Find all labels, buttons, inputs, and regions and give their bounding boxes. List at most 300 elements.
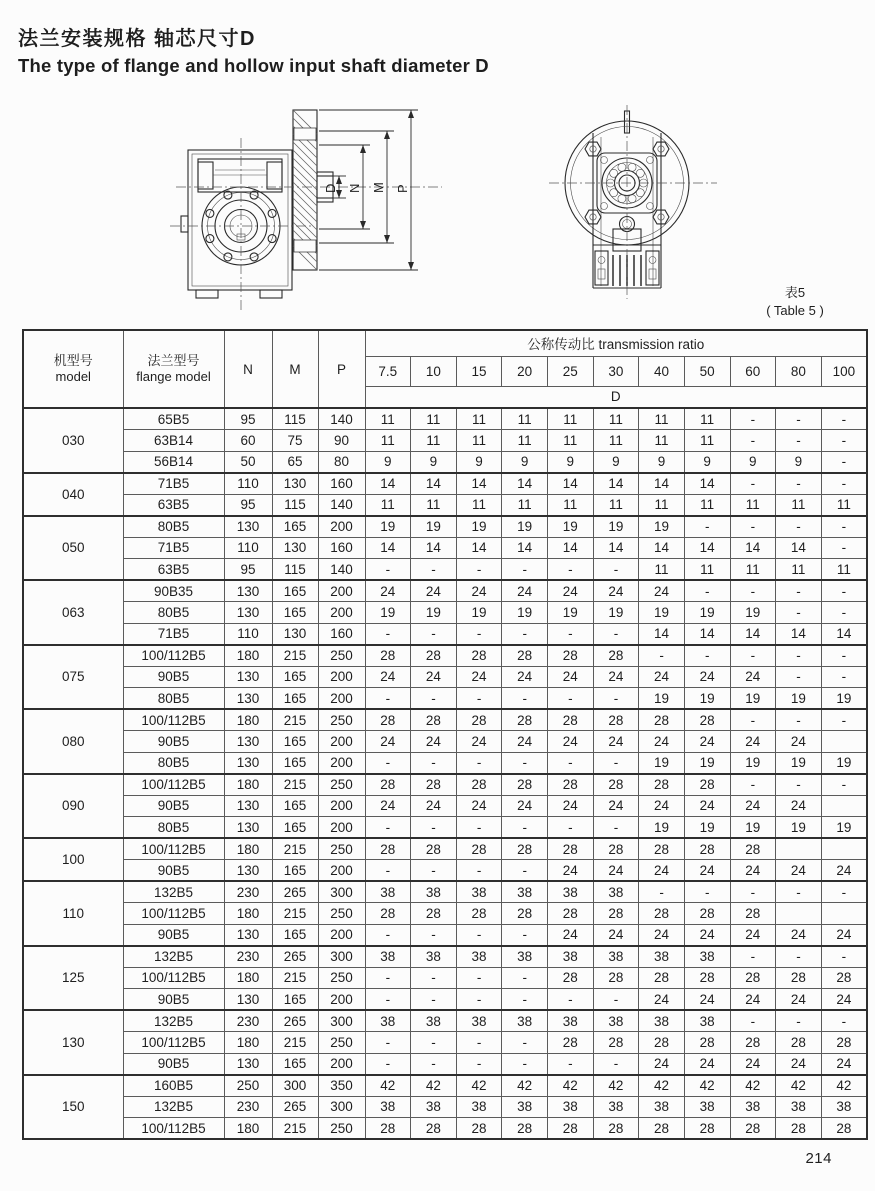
shaft-diameter-cell: - [684,645,730,667]
shaft-diameter-cell: - [365,1032,411,1054]
flange-cell: 100/112B5 [123,967,224,989]
shaft-diameter-cell: - [456,860,502,882]
table-row [23,817,867,839]
shaft-diameter-cell: 28 [730,967,776,989]
ratio-column-header: 15 [456,356,502,386]
dim-n-cell: 110 [224,473,272,495]
dim-n-cell: 130 [224,602,272,624]
shaft-diameter-cell: 38 [411,881,457,903]
dim-m-cell: 115 [272,408,318,430]
shaft-diameter-cell: 14 [456,473,502,495]
flange-cell: 71B5 [123,623,224,645]
shaft-diameter-cell: 19 [365,516,411,538]
dim-p-cell: 200 [318,602,365,624]
shaft-diameter-cell: - [821,408,867,430]
shaft-diameter-cell: 19 [456,602,502,624]
shaft-diameter-cell: 28 [639,967,685,989]
shaft-diameter-cell: 24 [548,860,594,882]
table-tag-zh: 表5 [784,285,806,300]
shaft-diameter-cell: 28 [365,774,411,796]
model-cell: 050 [23,516,123,581]
shaft-diameter-cell: - [776,946,822,968]
dim-n-cell: 180 [224,645,272,667]
flange-cell: 132B5 [123,946,224,968]
shaft-diameter-cell: - [776,602,822,624]
shaft-diameter-cell: 38 [456,1010,502,1032]
table-row [23,494,867,516]
shaft-diameter-cell: 24 [502,795,548,817]
shaft-diameter-cell: - [730,1010,776,1032]
ratio-column-header: 25 [548,356,594,386]
dim-label-n: N [347,183,362,193]
shaft-diameter-cell: 28 [548,645,594,667]
dim-label-p: P [395,184,410,193]
shaft-diameter-cell: 24 [730,924,776,946]
table-row [23,688,867,710]
table-row [23,731,867,753]
shaft-diameter-cell [821,838,867,860]
shaft-diameter-cell: 28 [593,1118,639,1140]
dim-p-cell: 200 [318,688,365,710]
shaft-diameter-cell: 24 [730,989,776,1011]
dim-n-cell: 130 [224,731,272,753]
table-row [23,580,867,602]
shaft-diameter-cell: 24 [593,795,639,817]
shaft-diameter-cell: - [411,967,457,989]
shaft-diameter-cell: - [730,645,776,667]
flange-cell: 90B5 [123,989,224,1011]
dim-m-cell: 265 [272,946,318,968]
table-tag [735,284,855,319]
flange-cell: 65B5 [123,408,224,430]
shaft-diameter-cell: - [776,881,822,903]
table-row [23,516,867,538]
shaft-diameter-cell: - [502,1053,548,1075]
shaft-diameter-cell: - [821,774,867,796]
shaft-diameter-cell: 28 [639,709,685,731]
dim-m-cell: 165 [272,688,318,710]
shaft-diameter-cell: - [456,817,502,839]
dim-m-cell: 265 [272,1096,318,1118]
shaft-diameter-cell: - [365,559,411,581]
dim-label-m: M [371,182,386,193]
shaft-diameter-cell: 24 [548,924,594,946]
shaft-diameter-cell: - [548,817,594,839]
dim-p-cell: 200 [318,817,365,839]
shaft-diameter-cell: 38 [502,946,548,968]
dim-m-cell: 115 [272,494,318,516]
shaft-diameter-cell: 14 [821,623,867,645]
shaft-diameter-cell: 38 [593,881,639,903]
shaft-diameter-cell: 38 [411,946,457,968]
model-cell: 080 [23,709,123,774]
shaft-diameter-cell: 28 [776,967,822,989]
shaft-diameter-cell: 11 [639,408,685,430]
shaft-diameter-cell: 9 [593,451,639,473]
dim-n-cell: 130 [224,795,272,817]
shaft-diameter-cell: 24 [730,731,776,753]
table-row [23,602,867,624]
dim-n-cell: 230 [224,1010,272,1032]
dim-p-cell: 200 [318,580,365,602]
table-row [23,709,867,731]
flange-cell: 132B5 [123,881,224,903]
shaft-diameter-cell: - [730,430,776,452]
table-row [23,645,867,667]
table-row [23,967,867,989]
shaft-diameter-cell: 38 [502,1096,548,1118]
shaft-diameter-cell: 14 [593,473,639,495]
ratio-column-header: 40 [639,356,685,386]
shaft-diameter-cell: 19 [684,688,730,710]
shaft-diameter-cell: 28 [456,709,502,731]
shaft-diameter-cell: - [502,1032,548,1054]
dim-p-cell: 250 [318,645,365,667]
dim-n-cell: 180 [224,967,272,989]
dim-n-cell: 95 [224,408,272,430]
shaft-diameter-cell: - [502,623,548,645]
shaft-diameter-cell: 42 [548,1075,594,1097]
dim-m-cell: 130 [272,473,318,495]
shaft-diameter-cell: 38 [365,946,411,968]
flange-cell: 90B5 [123,860,224,882]
shaft-diameter-cell: 11 [730,494,776,516]
shaft-diameter-cell: - [456,559,502,581]
flange-cell: 90B5 [123,666,224,688]
dim-n-cell: 130 [224,516,272,538]
dim-p-cell: 200 [318,666,365,688]
shaft-diameter-cell: 11 [456,494,502,516]
shaft-diameter-cell: 9 [639,451,685,473]
shaft-diameter-cell: 38 [593,946,639,968]
shaft-diameter-cell: 14 [502,537,548,559]
shaft-diameter-cell: 38 [365,881,411,903]
shaft-diameter-cell: - [411,1032,457,1054]
model-cell: 090 [23,774,123,839]
table-row [23,881,867,903]
shaft-diameter-cell: - [821,666,867,688]
shaft-diameter-cell: 14 [776,623,822,645]
shaft-diameter-cell: - [365,1053,411,1075]
shaft-diameter-cell: 24 [639,860,685,882]
dim-n-cell: 130 [224,860,272,882]
shaft-diameter-cell: - [456,967,502,989]
shaft-diameter-cell: - [548,688,594,710]
shaft-diameter-cell: 9 [411,451,457,473]
shaft-diameter-cell: - [730,774,776,796]
shaft-diameter-cell: 28 [684,838,730,860]
shaft-diameter-cell: 28 [365,903,411,925]
dim-p-cell: 200 [318,752,365,774]
dim-n-cell: 180 [224,903,272,925]
shaft-diameter-cell: - [548,559,594,581]
shaft-diameter-cell: 42 [365,1075,411,1097]
shaft-diameter-cell: 11 [502,494,548,516]
shaft-diameter-cell: 24 [776,1053,822,1075]
shaft-diameter-cell: 28 [684,709,730,731]
shaft-diameter-cell: 24 [593,580,639,602]
shaft-diameter-cell: - [411,688,457,710]
dim-p-cell: 250 [318,903,365,925]
shaft-diameter-cell: 24 [776,731,822,753]
dim-m-cell: 165 [272,580,318,602]
table-row [23,451,867,473]
shaft-diameter-cell: 11 [593,494,639,516]
shaft-diameter-cell: 38 [684,1096,730,1118]
shaft-diameter-cell: - [776,580,822,602]
shaft-diameter-cell: 38 [548,946,594,968]
shaft-diameter-cell: 24 [639,580,685,602]
shaft-diameter-cell: 11 [411,494,457,516]
shaft-diameter-cell: - [456,688,502,710]
table-row [23,1053,867,1075]
shaft-diameter-cell: 19 [502,516,548,538]
shaft-diameter-cell: 28 [593,774,639,796]
n-column-header: N [224,330,272,408]
shaft-diameter-cell: - [776,1010,822,1032]
table-tag-en: ( Table 5 ) [766,302,824,318]
dim-m-cell: 165 [272,752,318,774]
shaft-diameter-cell: - [365,817,411,839]
gearbox-side-view-diagram [112,98,462,326]
shaft-diameter-cell [821,795,867,817]
shaft-diameter-cell: 38 [548,881,594,903]
shaft-diameter-cell: 24 [411,795,457,817]
shaft-diameter-cell: 19 [776,688,822,710]
shaft-diameter-cell: - [502,688,548,710]
shaft-diameter-cell: 38 [639,1010,685,1032]
flange-cell: 132B5 [123,1010,224,1032]
shaft-diameter-cell: 24 [411,580,457,602]
shaft-diameter-cell: 24 [502,731,548,753]
shaft-diameter-cell: 28 [684,967,730,989]
shaft-diameter-cell: 28 [548,1032,594,1054]
shaft-diameter-cell: 24 [821,989,867,1011]
shaft-diameter-cell: - [821,537,867,559]
shaft-diameter-cell: 11 [776,494,822,516]
shaft-diameter-cell: 11 [776,559,822,581]
shaft-diameter-cell: - [776,473,822,495]
shaft-diameter-cell: 19 [593,516,639,538]
dim-n-cell: 50 [224,451,272,473]
shaft-diameter-cell: 28 [548,967,594,989]
table-row [23,473,867,495]
shaft-diameter-cell: 38 [730,1096,776,1118]
dim-p-cell: 160 [318,623,365,645]
shaft-diameter-cell: 28 [365,709,411,731]
shaft-diameter-cell: 24 [684,666,730,688]
shaft-diameter-cell: 19 [684,752,730,774]
shaft-diameter-cell: 14 [776,537,822,559]
table-row [23,666,867,688]
shaft-diameter-cell: 14 [684,537,730,559]
shaft-diameter-cell: 19 [821,817,867,839]
page-title-en: The type of flange and hollow input shaft diameter D [18,55,489,76]
dim-m-cell: 115 [272,559,318,581]
shaft-diameter-cell: 24 [639,924,685,946]
shaft-diameter-cell: 24 [593,924,639,946]
shaft-diameter-cell: 28 [684,774,730,796]
shaft-diameter-cell: - [411,623,457,645]
shaft-diameter-cell: - [456,924,502,946]
flange-cell: 71B5 [123,537,224,559]
gearbox-front-view-diagram [543,103,793,303]
dim-m-cell: 165 [272,1053,318,1075]
shaft-diameter-cell: - [684,516,730,538]
shaft-diameter-cell: 28 [411,903,457,925]
shaft-diameter-cell: 38 [776,1096,822,1118]
shaft-diameter-cell: 24 [639,795,685,817]
dim-m-cell: 165 [272,924,318,946]
shaft-diameter-cell: 19 [502,602,548,624]
shaft-diameter-cell: - [411,559,457,581]
shaft-diameter-cell [776,903,822,925]
shaft-diameter-cell: 28 [502,1118,548,1140]
shaft-diameter-cell: 14 [639,537,685,559]
shaft-diameter-cell: - [365,688,411,710]
shaft-diameter-cell: 9 [548,451,594,473]
shaft-diameter-cell: 24 [684,731,730,753]
shaft-diameter-cell: 14 [548,473,594,495]
dim-p-cell: 140 [318,408,365,430]
dim-p-cell: 250 [318,774,365,796]
shaft-diameter-cell: 28 [456,838,502,860]
shaft-diameter-cell: 19 [411,516,457,538]
shaft-diameter-cell: 28 [639,1032,685,1054]
shaft-diameter-cell: - [593,559,639,581]
flange-cell: 80B5 [123,602,224,624]
shaft-diameter-cell: 38 [456,1096,502,1118]
dim-n-cell: 230 [224,946,272,968]
dim-m-cell: 65 [272,451,318,473]
shaft-diameter-cell: 42 [776,1075,822,1097]
dim-p-cell: 350 [318,1075,365,1097]
shaft-diameter-cell: 11 [548,430,594,452]
d-row-header: D [365,386,867,408]
dim-m-cell: 165 [272,860,318,882]
flange-spec-table [22,329,868,1140]
shaft-diameter-cell: 11 [365,494,411,516]
dim-n-cell: 180 [224,838,272,860]
shaft-diameter-cell: 38 [593,1010,639,1032]
shaft-diameter-cell: 11 [502,408,548,430]
table-row [23,989,867,1011]
shaft-diameter-cell: 11 [456,430,502,452]
shaft-diameter-cell: - [502,989,548,1011]
shaft-diameter-cell: 14 [684,473,730,495]
dim-p-cell: 200 [318,795,365,817]
shaft-diameter-cell: 28 [502,838,548,860]
flange-cell: 80B5 [123,516,224,538]
dim-n-cell: 180 [224,709,272,731]
shaft-diameter-cell: 38 [502,1010,548,1032]
shaft-diameter-cell: 38 [548,1096,594,1118]
dim-p-cell: 250 [318,709,365,731]
shaft-diameter-cell: 42 [593,1075,639,1097]
shaft-diameter-cell: 28 [502,709,548,731]
shaft-diameter-cell: - [593,989,639,1011]
shaft-diameter-cell: 28 [730,1118,776,1140]
shaft-diameter-cell [821,903,867,925]
shaft-diameter-cell: - [365,860,411,882]
table-row [23,1075,867,1097]
shaft-diameter-cell: - [502,924,548,946]
ratio-column-header: 50 [684,356,730,386]
shaft-diameter-cell: - [776,430,822,452]
shaft-diameter-cell: - [456,1053,502,1075]
shaft-diameter-cell: 19 [456,516,502,538]
dim-n-cell: 95 [224,559,272,581]
table-row [23,752,867,774]
ratio-column-header: 20 [502,356,548,386]
shaft-diameter-cell: 19 [365,602,411,624]
shaft-diameter-cell: 38 [639,1096,685,1118]
transmission-ratio-header: 公称传动比 transmission ratio [365,330,867,356]
shaft-diameter-cell: 28 [456,1118,502,1140]
shaft-diameter-cell: 38 [456,881,502,903]
shaft-diameter-cell: 14 [639,623,685,645]
shaft-diameter-cell: 24 [684,989,730,1011]
dim-n-cell: 180 [224,774,272,796]
shaft-diameter-cell: 14 [411,473,457,495]
flange-cell: 132B5 [123,1096,224,1118]
shaft-diameter-cell: 14 [548,537,594,559]
shaft-diameter-cell: 11 [548,408,594,430]
shaft-diameter-cell: 38 [365,1096,411,1118]
shaft-diameter-cell: 19 [593,602,639,624]
shaft-diameter-cell: 11 [639,559,685,581]
shaft-diameter-cell: - [776,516,822,538]
shaft-diameter-cell: 24 [821,1053,867,1075]
shaft-diameter-cell: 28 [411,774,457,796]
shaft-diameter-cell: 14 [365,473,411,495]
dim-m-cell: 215 [272,967,318,989]
flange-cell: 100/112B5 [123,645,224,667]
dim-m-cell: 215 [272,838,318,860]
shaft-diameter-cell: - [821,516,867,538]
model-cell: 150 [23,1075,123,1140]
dim-n-cell: 130 [224,1053,272,1075]
shaft-diameter-cell: 28 [548,903,594,925]
shaft-diameter-cell: 24 [776,860,822,882]
table-row [23,1010,867,1032]
shaft-diameter-cell: - [548,752,594,774]
dim-m-cell: 215 [272,1118,318,1140]
shaft-diameter-cell: 42 [684,1075,730,1097]
shaft-diameter-cell: - [548,623,594,645]
shaft-diameter-cell: 24 [730,666,776,688]
shaft-diameter-cell: 28 [730,838,776,860]
model-cell: 100 [23,838,123,881]
shaft-diameter-cell: 24 [639,731,685,753]
shaft-diameter-cell: - [730,709,776,731]
shaft-diameter-cell: 24 [776,924,822,946]
shaft-diameter-cell: 28 [639,903,685,925]
shaft-diameter-cell: 28 [593,967,639,989]
dim-p-cell: 250 [318,967,365,989]
shaft-diameter-cell: 19 [639,516,685,538]
shaft-diameter-cell: 19 [684,602,730,624]
flange-table-body [23,408,867,1139]
shaft-diameter-cell: - [776,774,822,796]
shaft-diameter-cell: 42 [821,1075,867,1097]
shaft-diameter-cell: - [776,666,822,688]
shaft-diameter-cell: 11 [411,408,457,430]
model-cell: 030 [23,408,123,473]
table-row [23,795,867,817]
shaft-diameter-cell: 9 [776,451,822,473]
dim-n-cell: 130 [224,989,272,1011]
